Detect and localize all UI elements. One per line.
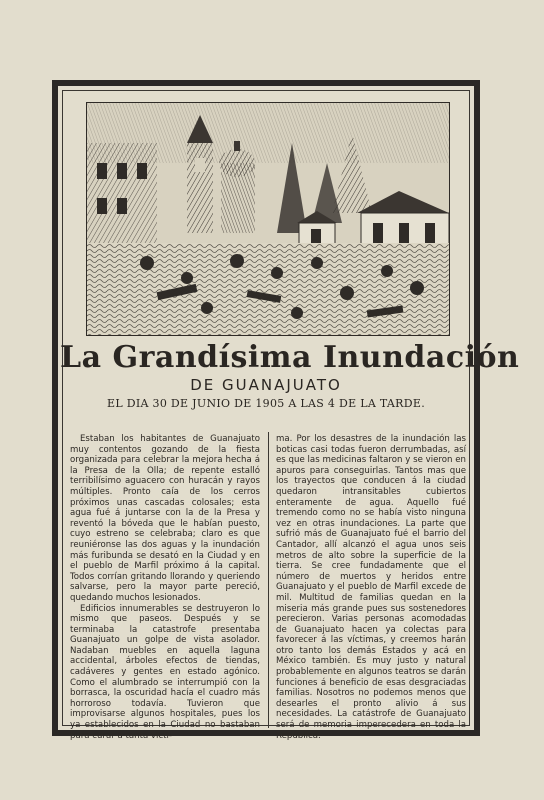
- paragraph: Edificios innumerables se destruyeron lo mismo que paseos. Después y se terminaba la catastrofe presentaba Guanajuato un golpe de vista asolador. Nadaban muebles en aquella laguna accidental, árboles efectos de tiendas, cadáveres y gentes en estado agónico. Como el alumbrado se interrumpió con la borrasca, la oscuridad hacía el cuadro más horroroso todavía. Tuvieron que improvisarse algunos hospitales, pues los ya establecidos en la Ciudad no bastaban para curar á tanta victi-: [70, 603, 260, 741]
- engraving-drawing: [87, 103, 449, 335]
- paragraph: Estaban los habitantes de Guanajuato muy contentos gozando de la fiesta organizada para celebrar la mejora hecha á la Presa de la Olla; de repente estalló terribilísimo aguacero con huracán y rayos múltiples. Pronto caía de los cerros próximos unas cascadas colosales; esta agua fué á juntarse con la de la Presa y reventó la bóveda que le habían puesto, cuyo estreno se celebraba; claro es que reuniéronse las dos aguas y la inundación más furibunda se desató en la Ciudad y en el pueblo de Marfil próximo á la capital. Todos corrían gritando llorando y queriendo salvarse, pero la mayor parte pereció, quedando muchos lesionados.: [70, 434, 260, 603]
- paragraph: ma. Por los desastres de la inundación las boticas casi todas fueron derrumbadas, así es que las medicinas faltaron y se vieron en apuros para conseguirlas. Tantos mas que los trayectos que conducen á la ciudad quedaron intransitables cubiertos enteramente de agua. Aquello fué tremendo como no se había visto ninguna vez en otras inundaciones. La parte que sufrió más de Guanajuato fué el barrio del Cantador, allí alcanzó el agua unos seis metros de alto sobre la superficie de la tierra. Se cree fundadamente que el número de muertos y heridos entre Guanajuato y el pueblo de Marfil excede de mil. Multitud de familias quedan en la miseria más grande pues sus sostenedores perecieron. Varias personas acomodadas de Guanajuato hacen ya colectas para favorecer á las víctimas, y creemos harán otro tanto los demás Estados y acá en México también. Es muy justo y natural probablemente en algunos teatros se darán funciones á beneficio de esas desgraciadas familias. Nosotros no podemos menos que desearles el pronto alivio á sus necesidades. La catástrofe de Guanajuato será de memoria imperecedera en toda la República.: [276, 434, 466, 741]
- dateline: EL DIA 30 DE JUNIO DE 1905 A LAS 4 DE LA TARDE.: [107, 397, 425, 410]
- text-column-right: [276, 434, 466, 741]
- page-title: La Grandísima Inundación: [60, 340, 520, 375]
- page-subtitle: DE GUANAJUATO: [190, 376, 342, 394]
- flood-scene-engraving: [86, 102, 450, 336]
- text-column-left: [70, 434, 260, 741]
- column-divider: [268, 432, 269, 728]
